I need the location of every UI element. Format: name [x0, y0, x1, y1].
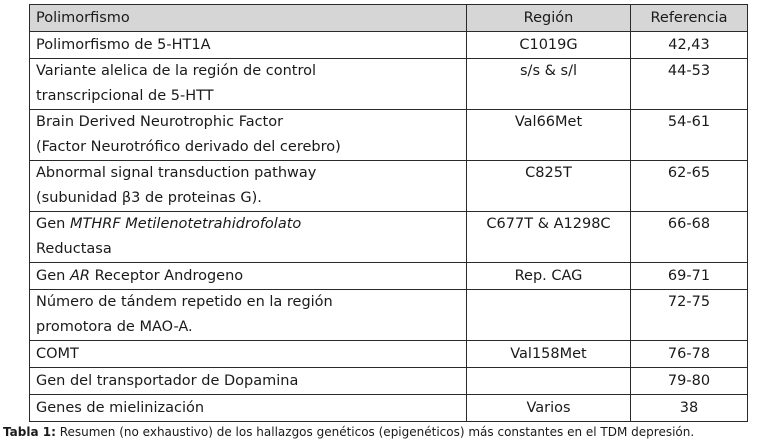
table-row — [30, 341, 748, 368]
cell-prefix: Gen — [36, 216, 70, 232]
header-region: Región — [467, 5, 631, 32]
cell-polimorfismo — [30, 32, 467, 59]
cell-italic: AR — [69, 268, 90, 284]
cell-region: Varios — [467, 395, 631, 422]
header-referencia: Referencia — [631, 5, 748, 32]
cell-polimorfismo — [30, 161, 467, 212]
cell-referencia: 44-53 — [631, 59, 748, 110]
table-header-row — [30, 5, 748, 32]
caption-text: Resumen (no exhaustivo) de los hallazgos genéticos (epigenéticos) más constantes en el TDM depresión. — [55, 425, 695, 439]
cell-suffix: Receptor Androgeno — [89, 268, 244, 284]
table-row — [30, 161, 748, 212]
table-row — [30, 32, 748, 59]
cell-referencia: 54-61 — [631, 110, 748, 161]
cell-region: s/s & s/l — [467, 59, 631, 110]
cell-region: C677T & A1298C — [467, 212, 631, 263]
cell-line: Reductasa — [36, 241, 112, 257]
cell-line: Variante alelica de la región de control — [36, 63, 317, 79]
cell-line: (subunidad β3 de proteinas G). — [36, 190, 262, 206]
table-row — [30, 368, 748, 395]
table-caption — [3, 424, 694, 440]
cell-polimorfismo — [30, 263, 467, 290]
cell-polimorfismo — [30, 59, 467, 110]
genetic-findings-table-wrapper — [29, 4, 747, 422]
cell-line: Abnormal signal transduction pathway — [36, 165, 317, 181]
cell-line: Número de tándem repetido en la región — [36, 294, 333, 310]
cell-line: promotora de MAO-A. — [36, 319, 193, 335]
cell-line: Polimorfismo de 5-HT1A — [36, 37, 211, 53]
cell-polimorfismo — [30, 395, 467, 422]
cell-referencia: 72-75 — [631, 290, 748, 341]
cell-referencia: 79-80 — [631, 368, 748, 395]
table-row — [30, 212, 748, 263]
caption-label: Tabla 1: — [3, 425, 56, 439]
cell-line: COMT — [36, 346, 79, 362]
cell-referencia: 38 — [631, 395, 748, 422]
cell-polimorfismo — [30, 212, 467, 263]
cell-italic: MTHRF Metilenotetrahidrofolato — [69, 216, 302, 232]
cell-polimorfismo — [30, 290, 467, 341]
cell-referencia: 62-65 — [631, 161, 748, 212]
cell-polimorfismo — [30, 110, 467, 161]
cell-line: transcripcional de 5-HTT — [36, 88, 214, 104]
cell-line: Genes de mielinización — [36, 400, 205, 416]
table-row — [30, 110, 748, 161]
cell-referencia: 42,43 — [631, 32, 748, 59]
cell-referencia: 76-78 — [631, 341, 748, 368]
table-row — [30, 290, 748, 341]
cell-line — [36, 212, 460, 237]
cell-prefix: Gen — [36, 268, 70, 284]
cell-line: Brain Derived Neurotrophic Factor — [36, 114, 284, 130]
table-row — [30, 395, 748, 422]
cell-region: C825T — [467, 161, 631, 212]
cell-region: Val66Met — [467, 110, 631, 161]
table-row — [30, 59, 748, 110]
cell-line: Gen del transportador de Dopamina — [36, 373, 299, 389]
header-polimorfismo: Polimorfismo — [30, 5, 467, 32]
cell-region — [467, 368, 631, 395]
cell-region: C1019G — [467, 32, 631, 59]
cell-line: (Factor Neurotrófico derivado del cerebro) — [36, 139, 341, 155]
cell-referencia: 69-71 — [631, 263, 748, 290]
table-row — [30, 263, 748, 290]
cell-region: Rep. CAG — [467, 263, 631, 290]
cell-referencia: 66-68 — [631, 212, 748, 263]
cell-region: Val158Met — [467, 341, 631, 368]
cell-line — [36, 263, 460, 289]
cell-polimorfismo — [30, 368, 467, 395]
genetic-findings-table — [29, 4, 748, 422]
cell-polimorfismo — [30, 341, 467, 368]
cell-region — [467, 290, 631, 341]
